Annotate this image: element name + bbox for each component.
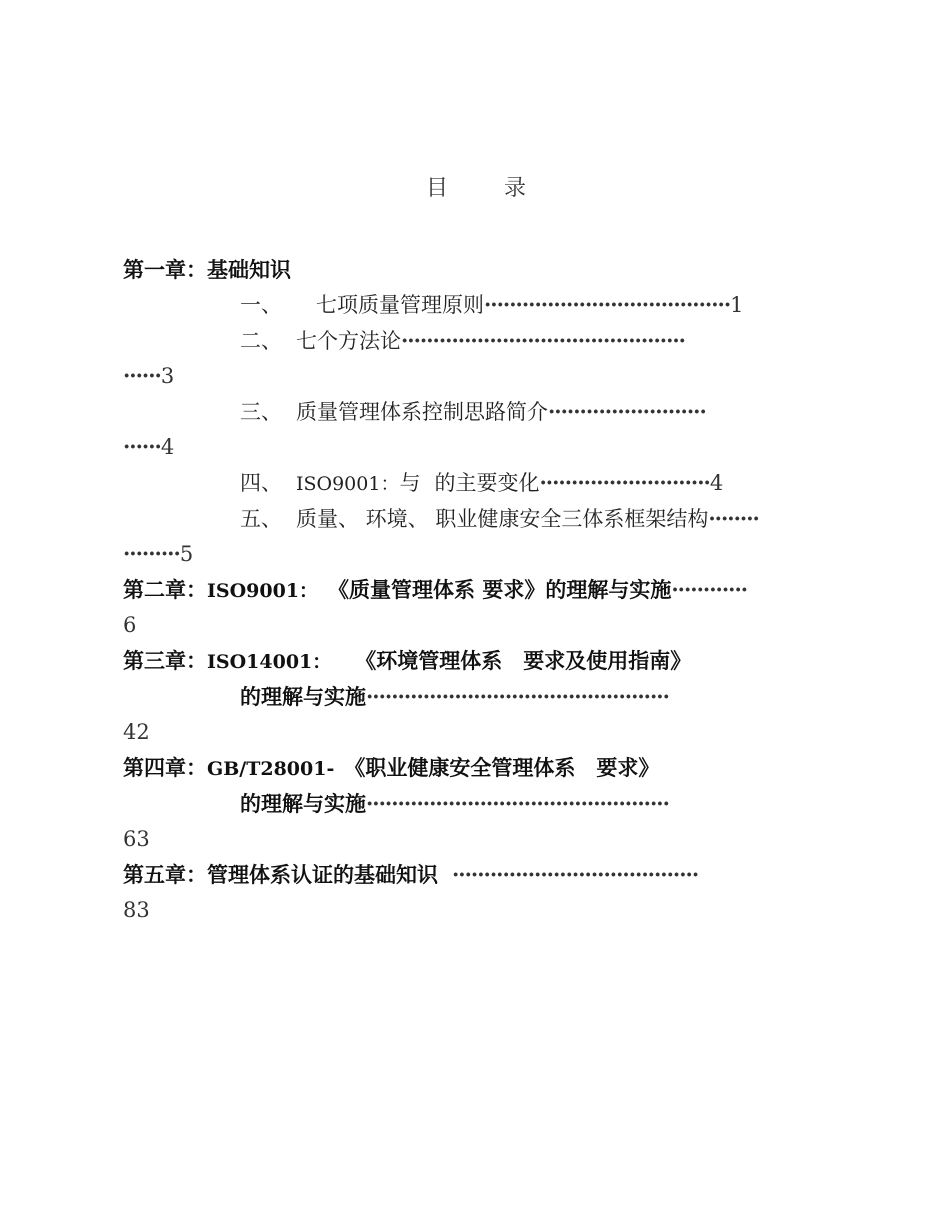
entry-text: 质量、 环境、 职业健康安全三体系框架结构 [296,507,709,531]
chapter-3-entry-line2 [240,684,669,710]
page-number: 4 [709,471,724,495]
page-number: 4 [160,435,175,459]
chapter-2-entry [123,577,747,604]
leader-dots: ················································ [366,684,669,709]
chapter-title-cont: 的理解与实施 [240,792,366,816]
entry-text: 七项质量管理原则 [316,293,484,317]
entry-number: 二、 [240,329,282,353]
leader-dots: ························· [548,399,706,424]
page-number: 63 [123,827,150,851]
entry-text: 七个方法论 [296,329,401,353]
leader-dots: ········ [708,506,759,531]
chapter-4-page-line [123,826,150,852]
chapter-5-page-line [123,897,150,923]
chapter-3-page-line [123,719,150,745]
chapter-title: 《职业健康安全管理体系 要求》 [344,756,660,780]
toc-entry-1-1 [240,292,744,318]
toc-entry-1-2-cont [123,363,174,389]
entry-number: 四、 [240,471,282,495]
entry-number: 一、 [240,293,282,317]
toc-entry-1-4 [240,470,723,497]
entry-standard-code: ISO9001： [296,473,400,495]
chapter-4-entry [123,755,659,782]
leader-dots: ········· [123,541,180,566]
page-number: 83 [123,898,150,922]
toc-entry-1-2 [240,328,685,354]
leader-dots: ······································· [452,862,699,887]
toc-entry-1-5-cont [123,541,193,567]
page-number: 42 [123,720,150,744]
chapter-title: 《环境管理体系 要求及使用指南》 [355,649,692,673]
toc-title-char-1: 目 [426,176,449,201]
chapter-5-entry [123,862,698,888]
chapter-2-page-line [123,612,136,638]
standard-code: GB/T28001- [207,758,335,780]
entry-number: 五、 [240,507,282,531]
leader-dots: ··························· [539,470,710,495]
page-number: 5 [179,542,194,566]
toc-title-char-2: 录 [504,176,527,201]
chapter-4-entry-line2 [240,791,669,817]
entry-text-2: 的主要变化 [434,471,540,495]
chapter-3-entry [123,648,691,675]
leader-dots: ······································· [484,292,731,317]
leader-dots: ······ [123,363,161,388]
leader-dots: ············ [671,577,748,602]
page-number: 3 [160,364,175,388]
chapter-title: 《质量管理体系 要求》的理解与实施 [328,578,672,602]
chapter-label: 第五章： [123,863,207,887]
entry-number: 三、 [240,400,282,424]
toc-entry-1-3 [240,399,706,425]
chapter-label: 第二章： [123,578,207,602]
leader-dots: ················································ [366,791,669,816]
chapter-label: 第四章： [123,756,207,780]
chapter-label: 第三章： [123,649,207,673]
standard-code: ISO14001： [207,651,332,673]
entry-text: 与 [399,471,421,495]
chapter-title-cont: 的理解与实施 [240,685,366,709]
toc-entry-1-3-cont [123,434,174,460]
chapter-1-heading: 第一章：基础知识 [123,258,291,282]
leader-dots: ············································· [401,328,685,353]
standard-code: ISO9001： [207,580,319,602]
leader-dots: ······ [123,434,161,459]
page-number: 6 [123,613,137,637]
page-number: 1 [730,293,744,317]
toc-entry-1-5 [240,506,759,532]
entry-text: 质量管理体系控制思路简介 [296,400,548,424]
chapter-title: 管理体系认证的基础知识 [207,863,438,887]
